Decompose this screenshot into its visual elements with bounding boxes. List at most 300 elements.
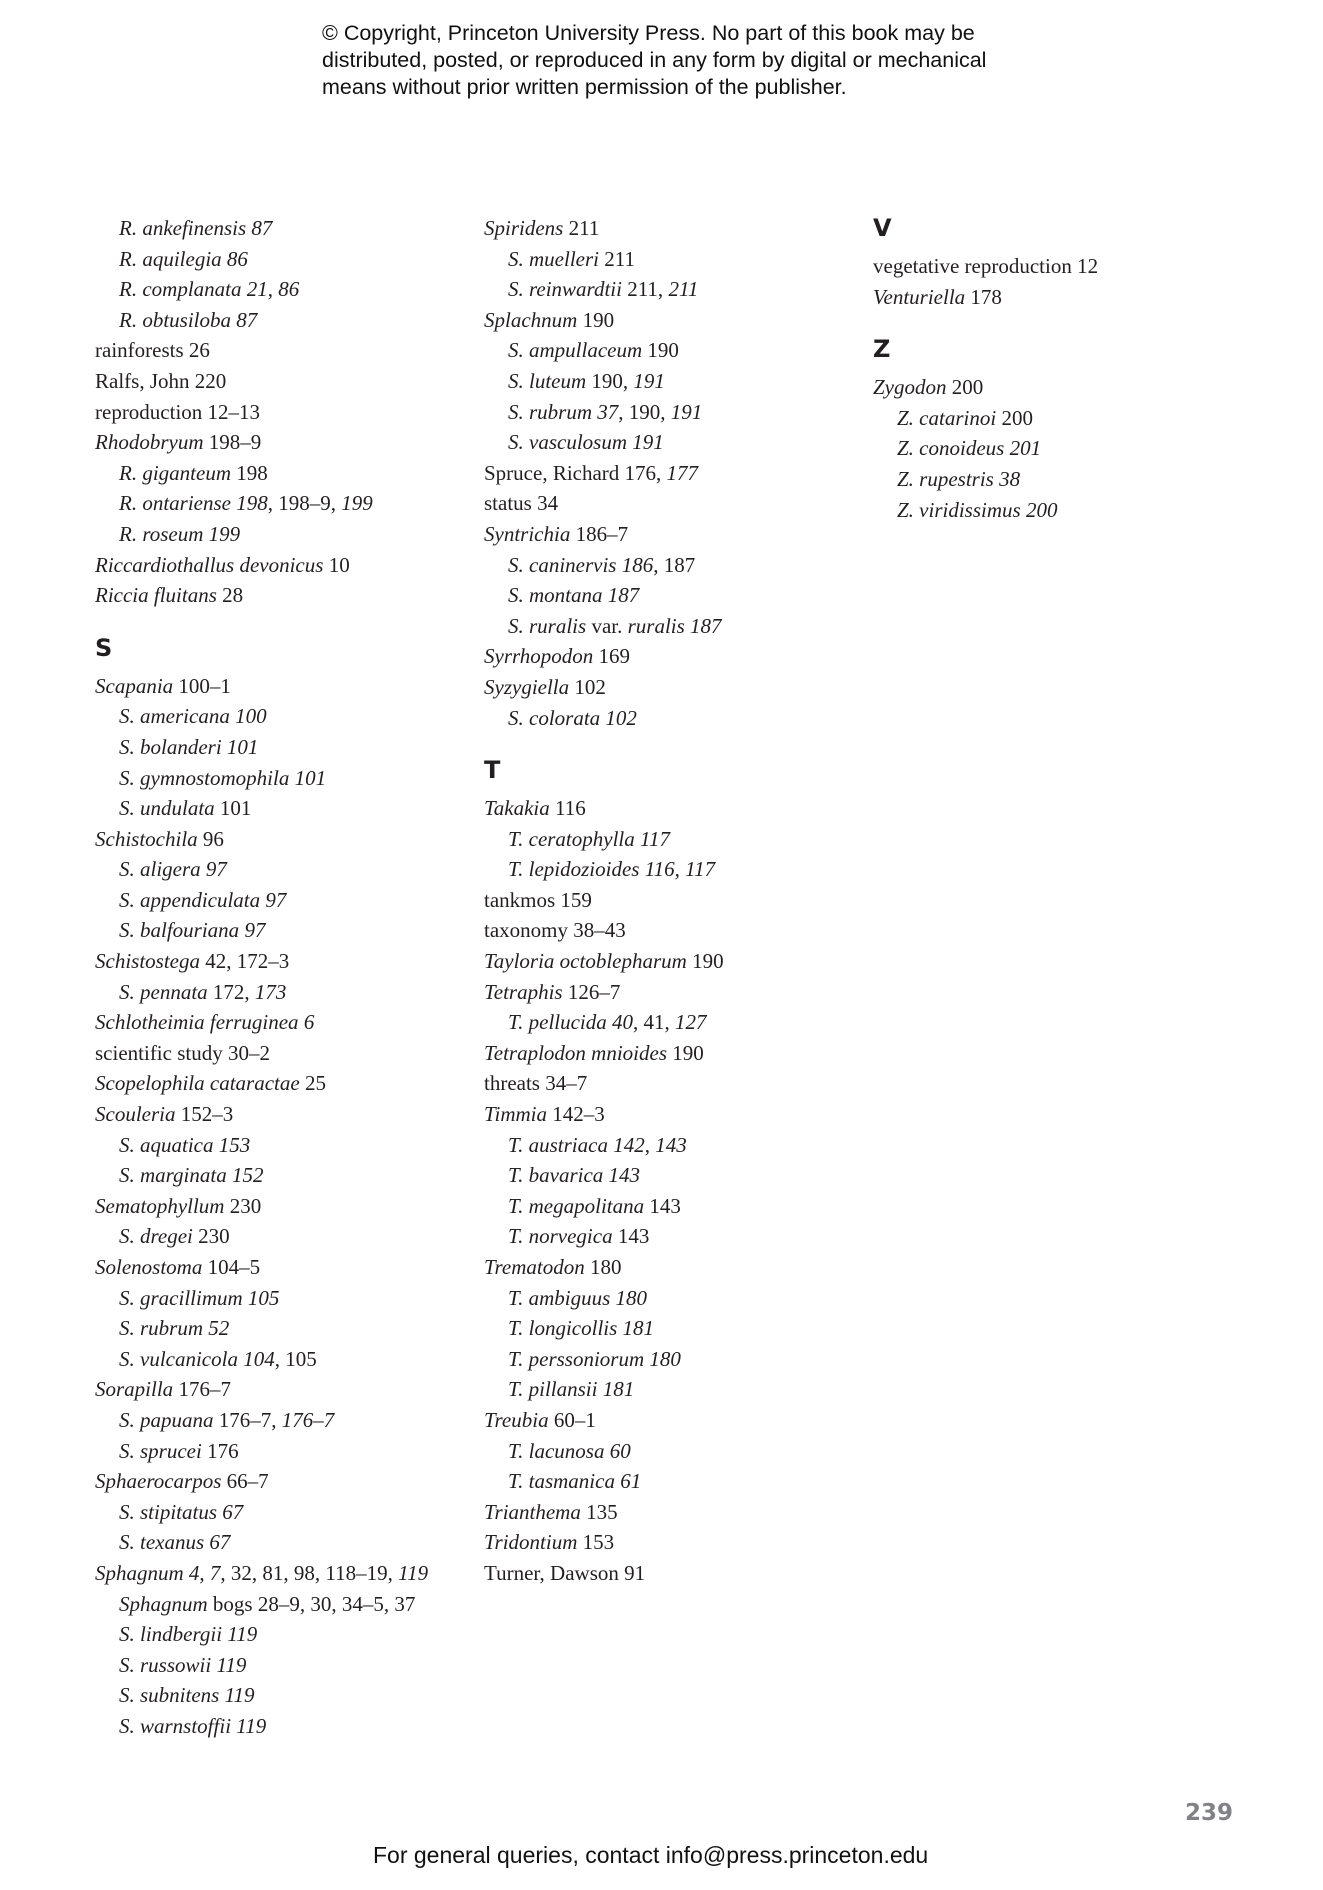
entry-text: 4 <box>183 1560 200 1585</box>
entry-text: , 32, 81, 98, 118–19, <box>220 1560 399 1585</box>
index-subentry <box>484 1191 724 1222</box>
entry-text: S. aligera <box>119 857 201 882</box>
entry-text: 180 <box>610 1285 648 1310</box>
entry-text: threats 34–7 <box>484 1071 588 1096</box>
entry-text: Timmia <box>484 1102 548 1127</box>
entry-text: 6 <box>298 1010 315 1035</box>
entry-text: 117 <box>685 857 716 882</box>
entry-text: 7 <box>209 1560 221 1585</box>
entry-text: Takakia <box>484 796 550 821</box>
entry-text: 143 <box>644 1193 681 1218</box>
index-subentry <box>873 495 1098 526</box>
entry-text: Z. rupestris <box>897 466 994 491</box>
entry-text: S. muelleri <box>508 246 599 271</box>
entry-text: 173 <box>254 979 287 1004</box>
index-subentry <box>484 1313 724 1344</box>
entry-text: 187 <box>684 613 722 638</box>
entry-text: Scopelophila cataractae <box>95 1071 300 1096</box>
index-subentry <box>95 1160 428 1191</box>
entry-text: T. austriaca <box>508 1132 608 1157</box>
index-subentry <box>95 488 428 519</box>
index-entry <box>484 305 724 336</box>
index-subentry <box>95 1436 428 1467</box>
index-subentry <box>484 550 724 581</box>
entry-text: 176 <box>201 1438 239 1463</box>
entry-text: 119 <box>222 1622 258 1647</box>
entry-text: 211 <box>598 246 635 271</box>
entry-text: 191 <box>633 368 665 393</box>
entry-text: S. sprucei <box>119 1438 202 1463</box>
entry-text: 104 <box>237 1346 275 1371</box>
index-entry <box>95 1099 428 1130</box>
index-entry <box>484 1038 724 1069</box>
entry-text: 211 <box>563 216 600 240</box>
entry-text: 100–1 <box>173 673 231 698</box>
entry-text: Scouleria <box>95 1102 176 1127</box>
index-entry <box>95 335 428 366</box>
index-entry <box>484 885 724 916</box>
entry-text: 61 <box>614 1469 642 1494</box>
index-entry <box>873 282 1098 313</box>
index-subentry <box>95 732 428 763</box>
index-subentry <box>484 1374 724 1405</box>
entry-text: 119 <box>211 1652 247 1677</box>
entry-text: T. ceratophylla <box>508 826 635 851</box>
index-entry <box>484 1252 724 1283</box>
entry-text: 230 <box>192 1224 230 1249</box>
index-entry <box>95 397 428 428</box>
entry-text: R. roseum <box>119 521 204 546</box>
entry-text: S. warnstoffii <box>119 1713 232 1738</box>
copyright-line: distributed, posted, or reproduced in any form by digital or mechanical <box>322 48 987 72</box>
entry-text: 199 <box>203 521 241 546</box>
index-subentry <box>95 885 428 916</box>
entry-text: S. rubrum <box>119 1316 204 1341</box>
entry-text: S. balfouriana <box>119 918 240 943</box>
entry-text: 10 <box>323 552 350 577</box>
index-entry <box>95 1068 428 1099</box>
entry-text: S. russowii <box>119 1652 212 1677</box>
entry-text: Z. viridissimus <box>897 497 1021 522</box>
entry-text: Sematophyllum <box>95 1193 225 1218</box>
entry-text: 200 <box>946 375 984 400</box>
entry-text: 40 <box>606 1010 634 1035</box>
entry-text: Treubia <box>484 1407 549 1432</box>
entry-text: Tetraphis <box>484 979 563 1004</box>
index-entry <box>95 1252 428 1283</box>
entry-text: S. vasculosum <box>508 430 627 455</box>
entry-text: Spiridens <box>484 216 564 240</box>
index-subentry <box>484 824 724 855</box>
entry-text: 211 <box>668 277 699 302</box>
entry-text: 21 <box>241 277 268 302</box>
entry-text: 102 <box>600 705 637 730</box>
section-letter-s: S <box>95 633 113 662</box>
entry-text: S. subnitens <box>119 1683 220 1708</box>
index-entry <box>484 519 724 550</box>
entry-text: Syzygiella <box>484 674 570 699</box>
entry-text: R. obtusiloba <box>119 307 232 332</box>
entry-text: 181 <box>597 1377 635 1402</box>
entry-text: ruralis <box>627 613 685 638</box>
entry-text: 152 <box>226 1163 264 1188</box>
index-entry <box>484 641 724 672</box>
entry-text: R. complanata <box>119 277 242 302</box>
entry-text: S. reinwardtii <box>508 277 622 302</box>
index-subentry <box>484 580 724 611</box>
entry-text: 119 <box>398 1560 429 1585</box>
entry-text: S. texanus <box>119 1530 205 1555</box>
index-subentry <box>484 1130 724 1161</box>
entry-text: Sorapilla <box>95 1377 174 1402</box>
index-entry <box>95 1558 428 1589</box>
copyright-notice <box>322 20 1042 101</box>
index-subentry <box>484 244 724 275</box>
entry-text: reproduction 12–13 <box>95 399 261 424</box>
entry-text: 177 <box>666 460 699 485</box>
entry-text: 180 <box>584 1255 622 1279</box>
entry-text: T. pillansii <box>508 1377 598 1402</box>
entry-text: 67 <box>204 1530 231 1555</box>
index-subentry <box>484 703 724 734</box>
entry-text: scientific study 30–2 <box>95 1040 270 1065</box>
index-subentry <box>484 1160 724 1191</box>
index-subentry <box>95 915 428 946</box>
index-subentry <box>95 305 428 336</box>
index-subentry <box>484 1221 724 1252</box>
entry-text: 190 <box>642 338 679 363</box>
entry-text: taxonomy 38–43 <box>484 918 626 943</box>
entry-text: 142–3 <box>547 1102 605 1127</box>
entry-text: S. appendiculata <box>119 887 261 912</box>
index-entry <box>95 1191 428 1222</box>
index-subentry <box>95 1650 428 1681</box>
index-entry <box>484 1497 724 1528</box>
index-column-2 <box>484 213 724 1589</box>
entry-text: 25 <box>299 1071 326 1096</box>
index-subentry <box>95 1589 428 1620</box>
entry-text: 201 <box>1004 436 1042 461</box>
index-entry <box>95 671 428 702</box>
entry-text: R. aquilegia <box>119 246 222 271</box>
entry-text: T. perssoniorum <box>508 1346 645 1371</box>
entry-text: 66–7 <box>221 1469 269 1494</box>
entry-text: 119 <box>219 1683 255 1708</box>
entry-text: 87 <box>231 307 258 332</box>
entry-text: Ralfs, John 220 <box>95 368 227 393</box>
index-entry <box>95 1007 428 1038</box>
index-entry <box>484 1068 724 1099</box>
entry-text: R. giganteum <box>119 460 231 485</box>
entry-text: 230 <box>224 1193 262 1218</box>
index-subentry <box>95 1619 428 1650</box>
entry-text: 38 <box>993 466 1021 491</box>
index-subentry <box>95 1405 428 1436</box>
entry-text: Z. conoideus <box>897 436 1005 461</box>
entry-text: 97 <box>239 918 266 943</box>
entry-text: 116 <box>549 796 586 821</box>
index-subentry <box>95 793 428 824</box>
entry-text: Riccardiothallus devonicus <box>95 552 324 577</box>
index-entry <box>484 946 724 977</box>
entry-text: 119 <box>231 1713 267 1738</box>
entry-text: 102 <box>569 674 606 699</box>
entry-text: 176–7 <box>281 1407 335 1432</box>
section-letter-z: Z <box>873 335 891 364</box>
entry-text: 180 <box>644 1346 681 1371</box>
entry-text: 87 <box>246 216 273 240</box>
entry-text: Z. catarinoi <box>897 405 997 430</box>
index-subentry <box>95 1313 428 1344</box>
entry-text: T. megapolitana <box>508 1193 645 1218</box>
footer-contact: For general queries, contact info@press.princeton.edu <box>373 1842 929 1868</box>
entry-text: tankmos 159 <box>484 887 592 912</box>
entry-text: 200 <box>996 405 1033 430</box>
entry-text: T. tasmanica <box>508 1469 615 1494</box>
entry-text: 190 <box>667 1040 704 1065</box>
entry-text: 200 <box>1020 497 1058 522</box>
entry-text: status 34 <box>484 491 559 516</box>
entry-text: S. gymnostomophila <box>119 765 290 790</box>
entry-text: S. dregei <box>119 1224 193 1249</box>
entry-text: 187 <box>602 583 640 608</box>
entry-text: 143 <box>612 1224 650 1249</box>
entry-text: S. bolanderi <box>119 734 222 759</box>
entry-text: , 187 <box>653 552 696 577</box>
index-subentry <box>484 335 724 366</box>
index-subentry <box>95 977 428 1008</box>
entry-text: S. lindbergii <box>119 1622 223 1647</box>
entry-text: var. <box>586 613 628 638</box>
entry-text: 176–7 <box>173 1377 231 1402</box>
entry-text: 191 <box>627 430 664 455</box>
entry-text: 153 <box>213 1132 251 1157</box>
entry-text: Trematodon <box>484 1255 585 1279</box>
entry-text: T. longicollis <box>508 1316 618 1341</box>
entry-text: 211, <box>621 277 669 302</box>
index-subentry <box>484 366 724 397</box>
index-column-3 <box>873 213 1098 525</box>
entry-text: S. luteum <box>508 368 587 393</box>
section-letter-t: T <box>484 756 501 785</box>
index-subentry <box>95 1130 428 1161</box>
index-subentry <box>95 213 428 244</box>
entry-text: Scapania <box>95 673 174 698</box>
index-entry <box>484 458 724 489</box>
entry-text: 172, <box>207 979 255 1004</box>
entry-text: 37 <box>592 399 619 424</box>
index-entry <box>484 793 724 824</box>
entry-text: S. papuana <box>119 1407 214 1432</box>
index-entry <box>95 550 428 581</box>
index-entry <box>873 251 1098 282</box>
index-subentry <box>873 403 1098 434</box>
entry-text: 101 <box>289 765 327 790</box>
page-number: 239 <box>1185 1800 1234 1826</box>
entry-text: 186–7 <box>570 521 629 546</box>
index-subentry <box>873 464 1098 495</box>
index-entry <box>484 1527 724 1558</box>
entry-text: S. montana <box>508 583 603 608</box>
entry-text: , <box>199 1560 210 1585</box>
entry-text: 190 <box>577 307 615 332</box>
index-subentry <box>484 1007 724 1038</box>
entry-text: Schlotheimia ferruginea <box>95 1010 299 1035</box>
entry-text: R. ontariense <box>119 491 231 516</box>
entry-text: S. americana <box>119 704 230 729</box>
index-subentry <box>95 1680 428 1711</box>
entry-text: S. marginata <box>119 1163 227 1188</box>
entry-text: 117 <box>634 826 670 851</box>
entry-text: Splachnum <box>484 307 578 332</box>
entry-text: bogs 28–9, 30, 34–5, 37 <box>207 1591 416 1616</box>
index-entry <box>484 1558 724 1589</box>
index-entry <box>484 1405 724 1436</box>
index-subentry <box>95 701 428 732</box>
index-subentry <box>95 1711 428 1742</box>
entry-text: 176–7, <box>213 1407 282 1432</box>
index-entry <box>95 580 428 611</box>
entry-text: S. gracillimum <box>119 1285 243 1310</box>
section-letter-v: V <box>873 214 892 242</box>
entry-text: S. vulcanicola <box>119 1346 238 1371</box>
entry-text: 142 <box>607 1132 645 1157</box>
entry-text: 135 <box>580 1499 618 1524</box>
entry-text: S. stipitatus <box>119 1499 218 1524</box>
entry-text: S. pennata <box>119 979 208 1004</box>
entry-text: 86 <box>278 277 300 302</box>
entry-text: , 190, <box>618 399 671 424</box>
entry-text: T. bavarica <box>508 1163 604 1188</box>
index-entry <box>484 977 724 1008</box>
index-entry <box>95 1466 428 1497</box>
entry-text: 100 <box>229 704 267 729</box>
entry-text: Spruce, Richard 176, <box>484 460 667 485</box>
entry-text: Venturiella <box>873 284 966 309</box>
entry-text: S. undulata <box>119 796 215 821</box>
entry-text: Solenostoma <box>95 1255 203 1279</box>
entry-text: 181 <box>617 1316 655 1341</box>
entry-text: Sphagnum <box>119 1591 208 1616</box>
entry-text: Riccia fluitans <box>95 583 217 608</box>
index-entry <box>484 1099 724 1130</box>
entry-text: rainforests 26 <box>95 338 210 363</box>
index-subentry <box>95 244 428 275</box>
entry-text: S. aquatica <box>119 1132 214 1157</box>
entry-text: Tayloria octoblepharum <box>484 949 687 974</box>
entry-text: Sphagnum <box>95 1560 184 1585</box>
index-entry <box>95 1374 428 1405</box>
entry-text: S. rubrum <box>508 399 593 424</box>
entry-text: , <box>267 277 279 302</box>
entry-text: 190, <box>586 368 634 393</box>
entry-text: 143 <box>603 1163 641 1188</box>
entry-text: 169 <box>593 644 631 669</box>
entry-text: S. colorata <box>508 705 601 730</box>
index-subentry <box>95 458 428 489</box>
entry-text: , <box>644 1132 656 1157</box>
entry-text: 60–1 <box>548 1407 596 1432</box>
entry-text: 178 <box>965 284 1002 309</box>
copyright-line: © Copyright, Princeton University Press. No part of this book may be <box>322 21 975 45</box>
entry-text: R. ankefinensis <box>119 216 247 240</box>
index-subentry <box>95 1221 428 1252</box>
index-subentry <box>95 1283 428 1314</box>
index-subentry <box>484 1344 724 1375</box>
entry-text: 143 <box>655 1132 687 1157</box>
index-entry <box>95 946 428 977</box>
index-subentry <box>95 1497 428 1528</box>
index-entry <box>95 366 428 397</box>
entry-text: 52 <box>203 1316 230 1341</box>
entry-text: 101 <box>221 734 259 759</box>
index-subentry <box>95 274 428 305</box>
entry-text: T. norvegica <box>508 1224 613 1249</box>
entry-text: T. lepidozioides <box>508 857 640 882</box>
entry-text: Turner, Dawson 91 <box>484 1560 646 1585</box>
index-subentry <box>484 1466 724 1497</box>
entry-text: Zygodon <box>873 375 947 400</box>
entry-text: vegetative reproduction 12 <box>873 254 1099 278</box>
entry-text: Trianthema <box>484 1499 581 1524</box>
index-entry <box>95 1038 428 1069</box>
entry-text: 126–7 <box>562 979 621 1004</box>
entry-text: 199 <box>341 491 373 516</box>
index-subentry <box>95 519 428 550</box>
entry-text: , 105 <box>274 1346 317 1371</box>
entry-text: 191 <box>670 399 703 424</box>
entry-text: 60 <box>604 1438 631 1463</box>
index-subentry <box>95 763 428 794</box>
entry-text: 101 <box>214 796 252 821</box>
index-entry <box>95 824 428 855</box>
entry-text: Sphaerocarpos <box>95 1469 222 1494</box>
entry-text: 198 <box>230 491 268 516</box>
index-subentry <box>95 854 428 885</box>
entry-text: 97 <box>200 857 227 882</box>
entry-text: T. pellucida <box>508 1010 607 1035</box>
index-subentry <box>95 1527 428 1558</box>
entry-text: 116 <box>639 857 675 882</box>
entry-text: , 198–9, <box>267 491 342 516</box>
entry-text: Tridontium <box>484 1530 578 1555</box>
entry-text: 198 <box>230 460 268 485</box>
entry-text: Syntrichia <box>484 521 571 546</box>
index-subentry <box>484 1436 724 1467</box>
index-entry <box>484 672 724 703</box>
entry-text: S. ampullaceum <box>508 338 643 363</box>
copyright-line: means without prior written permission of the publisher. <box>322 75 847 99</box>
entry-text: 190 <box>686 949 724 974</box>
index-entry <box>95 427 428 458</box>
entry-text: S. caninervis <box>508 552 617 577</box>
index-subentry <box>484 1283 724 1314</box>
entry-text: , <box>674 857 686 882</box>
index-subentry <box>484 274 724 305</box>
index-entry <box>484 488 724 519</box>
index-entry <box>873 372 1098 403</box>
entry-text: 198–9 <box>203 430 262 455</box>
entry-text: 153 <box>577 1530 615 1555</box>
entry-text: Schistostega <box>95 949 200 974</box>
index-subentry <box>484 427 724 458</box>
entry-text: 67 <box>217 1499 244 1524</box>
entry-text: 97 <box>260 887 287 912</box>
entry-text: S. ruralis <box>508 613 587 638</box>
entry-text: 86 <box>221 246 248 271</box>
entry-text: 42, 172–3 <box>200 949 290 974</box>
index-subentry <box>484 854 724 885</box>
